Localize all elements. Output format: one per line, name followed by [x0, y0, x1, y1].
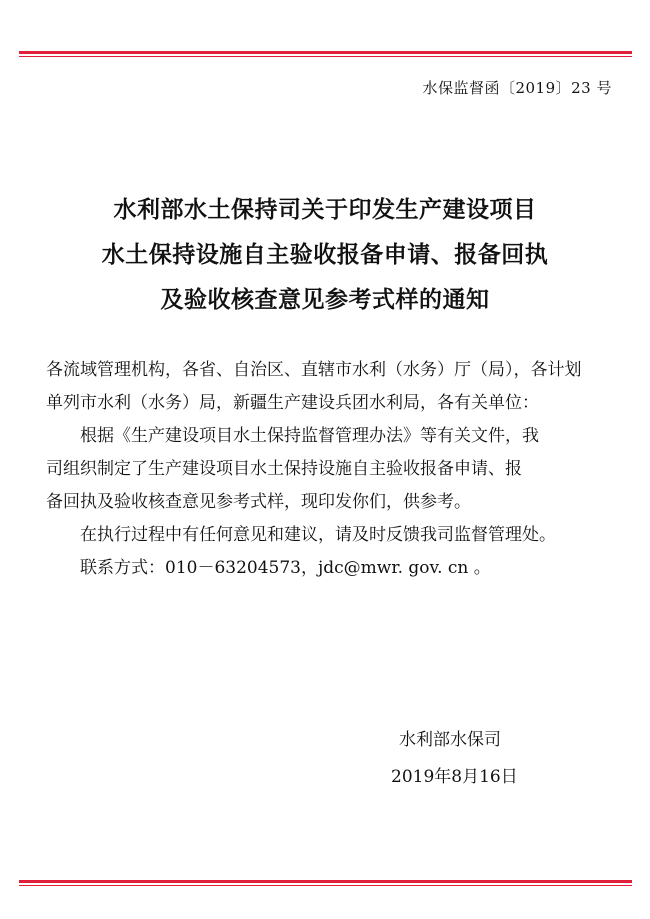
document-number: 水保监督函〔2019〕23 号 [422, 79, 612, 97]
contact-line: 联系方式：010－63204573，jdc@mwr. gov. cn 。 [80, 558, 491, 578]
addressee-line-1: 各流域管理机构，各省、自治区、直辖市水利（水务）厅（局），各计划 [46, 360, 582, 380]
signature-block [391, 722, 518, 796]
title-line-2: 水土保持设施自主验收报备申请、报备回执 [101, 242, 549, 268]
title-line-3: 及验收核查意见参考式样的通知 [160, 287, 490, 313]
paragraph-2-line-1: 在执行过程中有任何意见和建议，请及时反馈我司监督管理处。 [80, 525, 556, 545]
top-red-rule [19, 51, 632, 57]
paragraph-1-line-2: 司组织制定了生产建设项目水土保持设施自主验收报备申请、报 [46, 459, 522, 479]
document-body [46, 354, 614, 585]
paragraph-1-line-1: 根据《生产建设项目水土保持监督管理办法》等有关文件，我 [80, 426, 539, 446]
addressee-line-2: 单列市水利（水务）局，新疆生产建设兵团水利局，各有关单位： [46, 393, 539, 413]
paragraph-1-line-3: 备回执及验收核查意见参考式样，现印发你们，供参考。 [46, 492, 471, 512]
signature-date: 2019年8月16日 [391, 767, 518, 787]
bottom-red-rule [19, 880, 632, 886]
title-line-1: 水利部水土保持司关于印发生产建设项目 [113, 197, 537, 223]
signature-organization: 水利部水保司 [399, 730, 501, 750]
document-title [0, 188, 650, 323]
